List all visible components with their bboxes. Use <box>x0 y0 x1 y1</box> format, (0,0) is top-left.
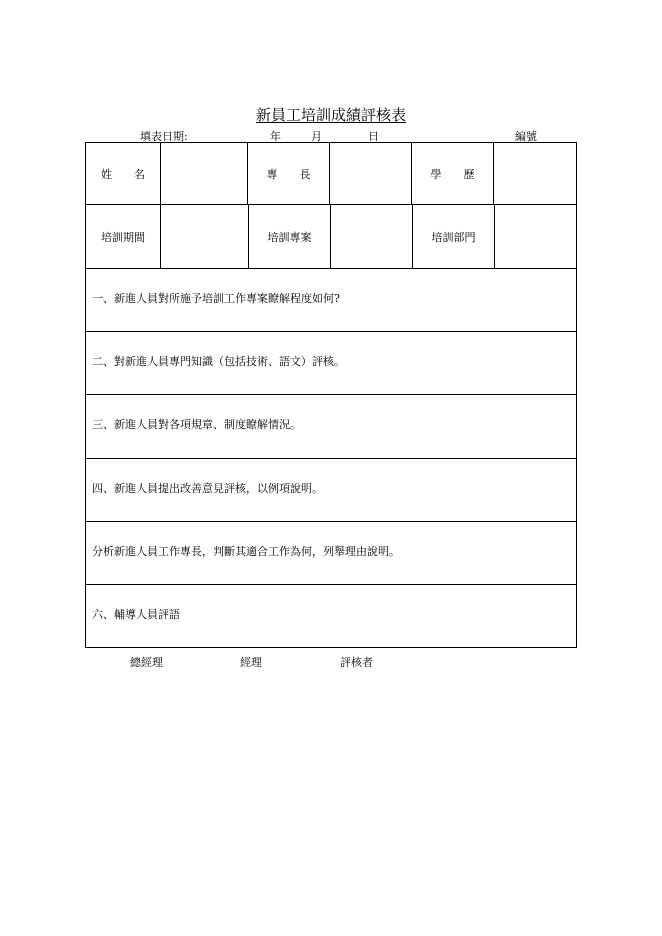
question-6-text: 六、輔導人員評語 <box>92 608 180 621</box>
question-1-text: 一、新進人員對所施予培訓工作專案瞭解程度如何? <box>92 292 340 305</box>
specialty-field[interactable] <box>330 143 412 204</box>
question-row-3[interactable] <box>86 395 576 459</box>
fill-date-label: 填表日期: <box>140 130 188 143</box>
question-row-5[interactable] <box>86 522 576 585</box>
question-row-6[interactable] <box>86 585 576 647</box>
day-label: 日 <box>368 130 379 143</box>
department-label: 培訓部門 <box>413 205 495 268</box>
form-title: 新員工培訓成績評核表 <box>255 106 406 124</box>
question-4-text: 四、新進人員提出改善意見評核，以例項說明。 <box>92 482 323 495</box>
name-label: 姓 名 <box>86 143 161 204</box>
year-label: 年 <box>270 130 281 143</box>
education-field[interactable] <box>494 143 576 204</box>
name-field[interactable] <box>161 143 248 204</box>
question-3-text: 三、新進人員對各項規章、制度瞭解情況。 <box>92 418 301 431</box>
question-row-1[interactable] <box>86 269 576 332</box>
info-row-2 <box>86 205 576 269</box>
evaluation-form-table <box>85 142 577 648</box>
number-label: 編號 <box>515 130 537 143</box>
question-2-text: 二、對新進人員專門知識（包括技術、語文）評核。 <box>92 355 345 368</box>
info-row-1 <box>86 143 576 205</box>
month-label: 月 <box>311 130 322 143</box>
question-row-4[interactable] <box>86 459 576 522</box>
footer-gm-label: 總經理 <box>130 656 163 669</box>
period-field[interactable] <box>161 205 249 268</box>
specialty-label: 專 長 <box>248 143 330 204</box>
project-label: 培訓專案 <box>249 205 331 268</box>
department-field[interactable] <box>495 205 576 268</box>
footer-manager-label: 經理 <box>240 656 262 669</box>
footer-reviewer-label: 評核者 <box>340 656 373 669</box>
period-label: 培訓期間 <box>86 205 161 268</box>
education-label: 學 歷 <box>412 143 494 204</box>
project-field[interactable] <box>331 205 413 268</box>
question-5-text: 分析新進人員工作專長，判斷其適合工作為何，列舉理由說明。 <box>92 545 400 558</box>
question-row-2[interactable] <box>86 332 576 395</box>
